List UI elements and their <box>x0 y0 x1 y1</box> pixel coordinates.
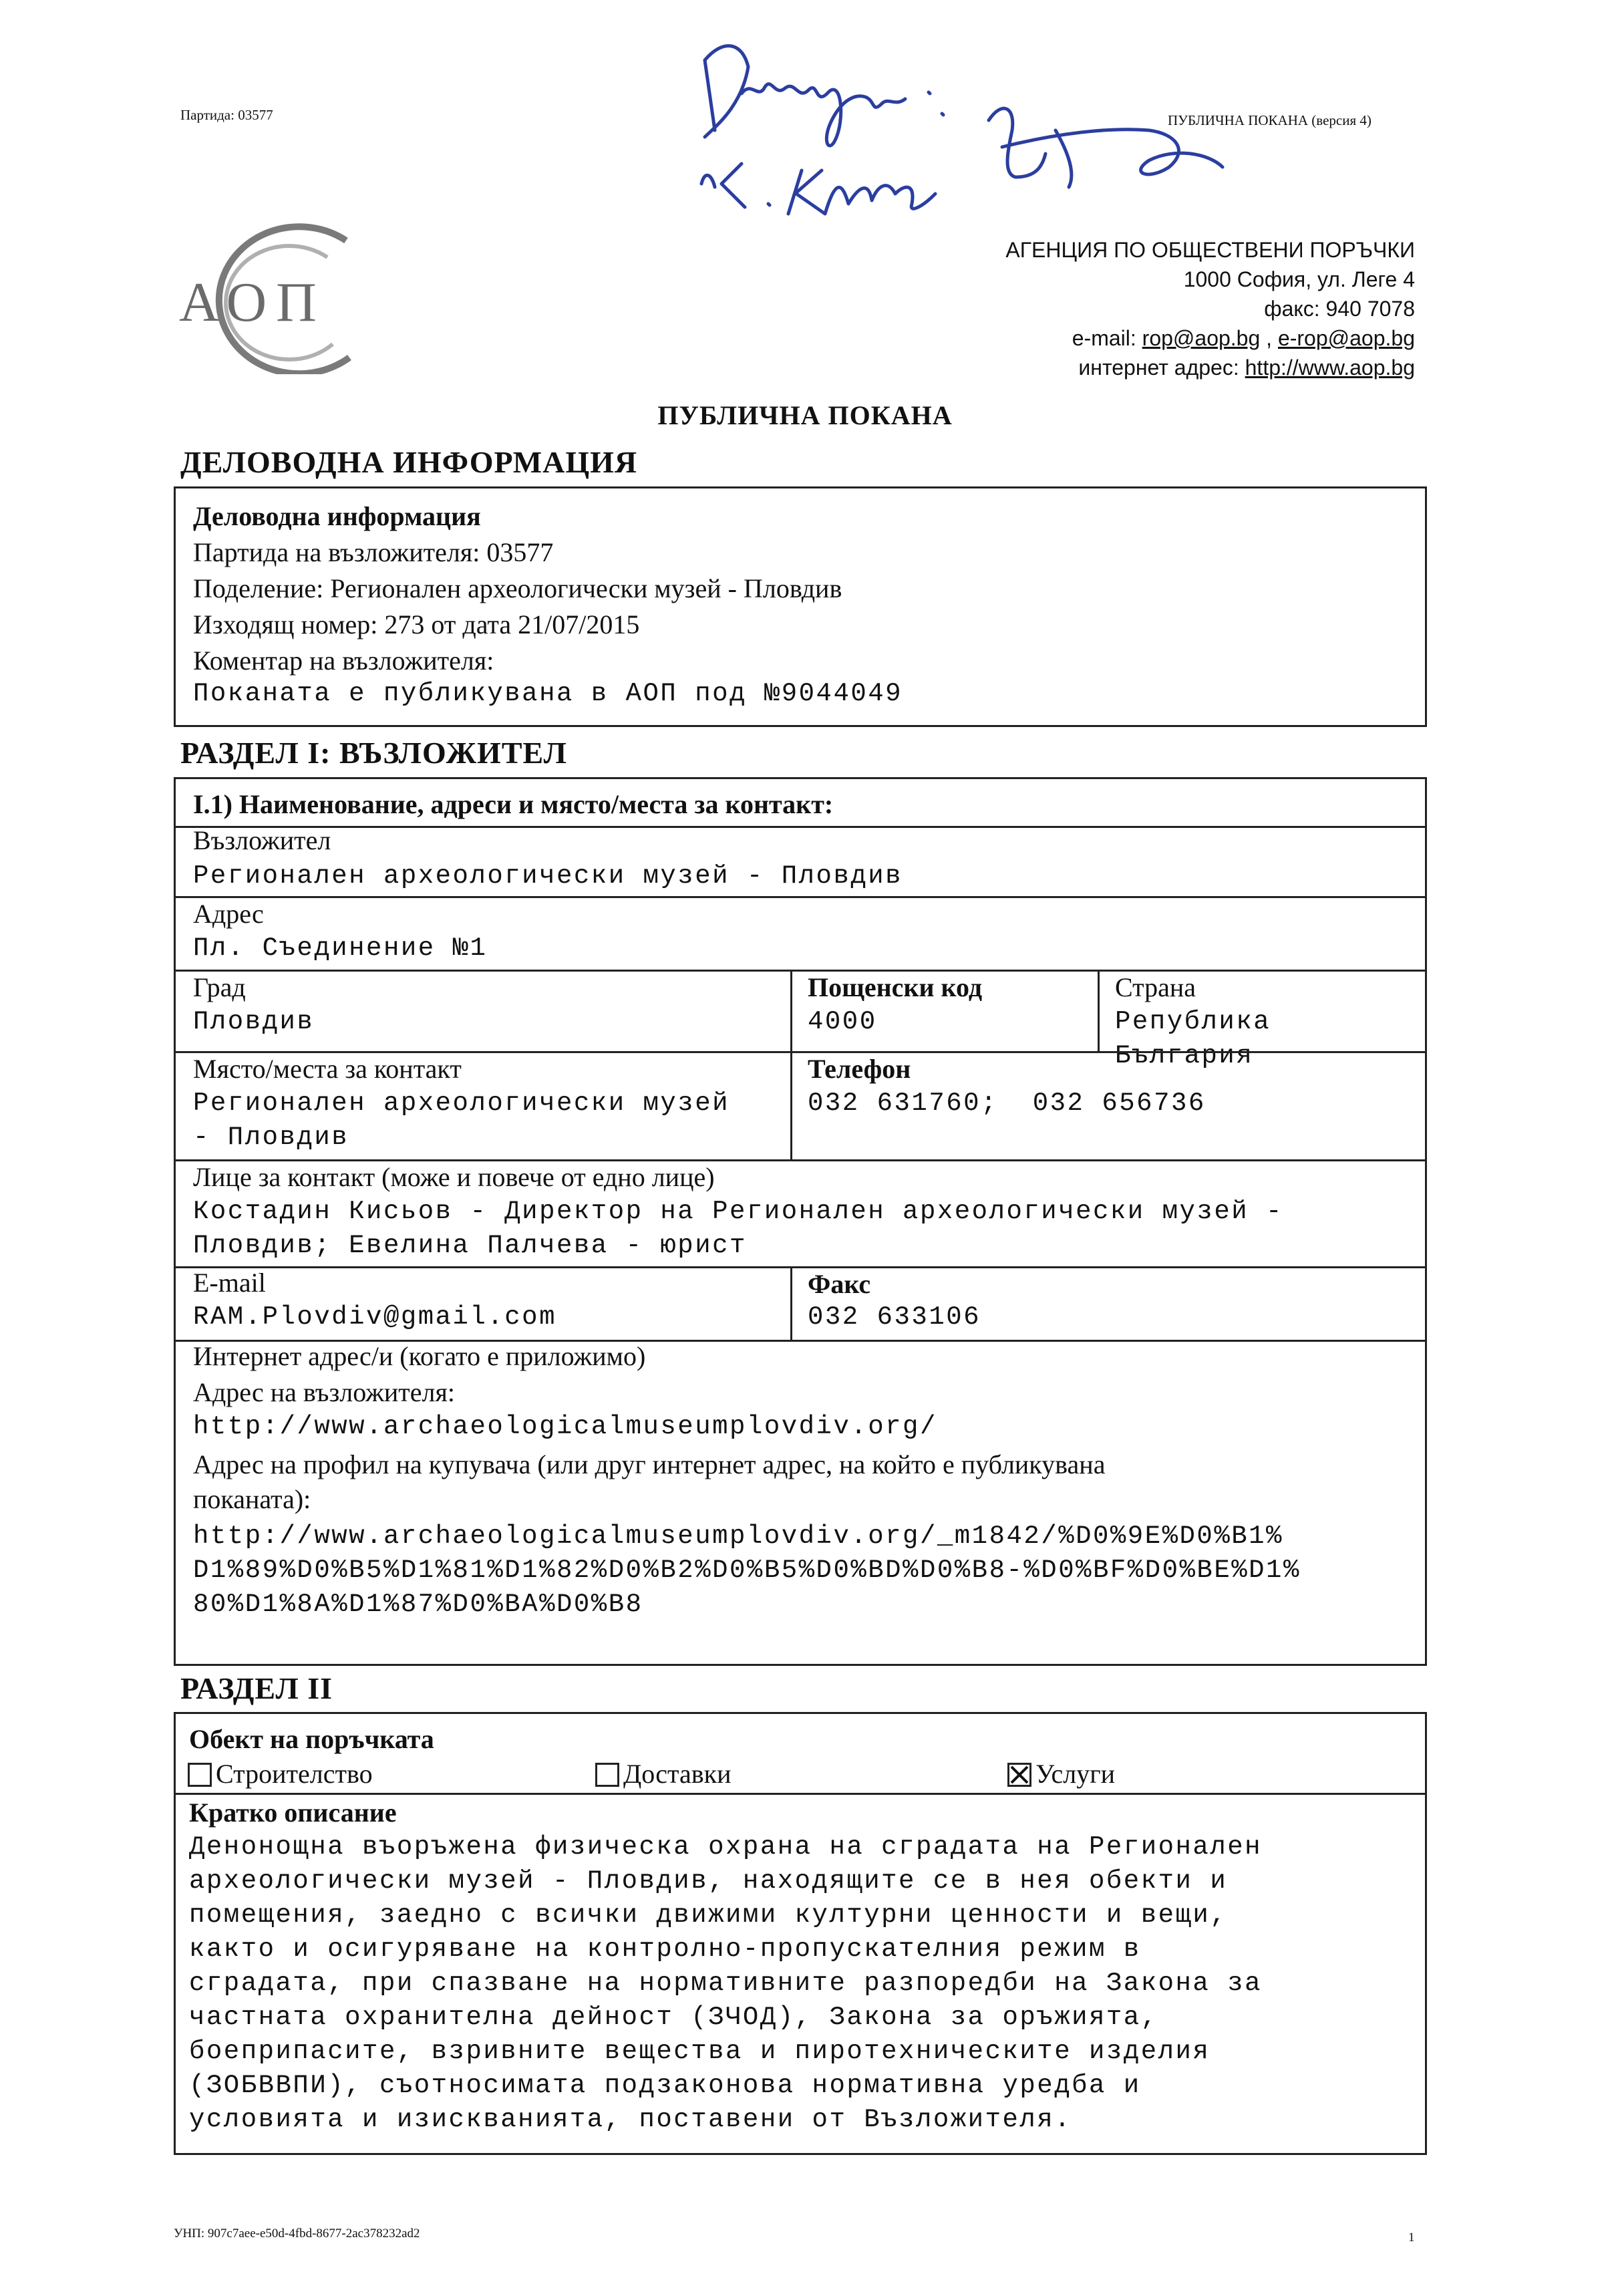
section-1-1-heading: I.1) Наименование, адреси и място/места за контакт: <box>193 789 834 819</box>
agency-info <box>1005 235 1415 382</box>
contact-place-label: Място/места за контакт <box>193 1054 462 1084</box>
city-label: Град <box>193 972 246 1002</box>
contact-person-value: Костадин Кисьов - Директор на Регионален археологически музей - Пловдив; Евелина Палчева - юрист <box>193 1197 1283 1260</box>
outgoing-number: Изходящ номер: 273 от дата 21/07/2015 <box>193 609 640 639</box>
division-line <box>193 571 842 606</box>
section-1-heading: РАЗДЕЛ I: ВЪЗЛОЖИТЕЛ <box>180 736 567 770</box>
contract-object-box <box>174 1712 1427 2155</box>
authority-batch: Партида на възложителя: 03577 <box>193 537 554 567</box>
agency-name: АГЕНЦИЯ ПО ОБЩЕСТВЕНИ ПОРЪЧКИ <box>1005 238 1415 262</box>
email-label: E-mail <box>193 1268 266 1298</box>
batch-label: Партида: 03577 <box>180 107 273 123</box>
agency-web-link[interactable]: http://www.aop.bg <box>1245 355 1415 380</box>
services-checkbox-checked[interactable] <box>1007 1763 1031 1787</box>
contact-place-value: Регионален археологически музей - Пловдив <box>193 1089 730 1152</box>
construction-checkbox[interactable] <box>188 1763 212 1787</box>
object-option-supplies[interactable] <box>595 1757 731 1791</box>
contracting-authority-box <box>174 777 1427 1666</box>
fax-value: 032 633106 <box>808 1302 981 1332</box>
checkmark-x-icon <box>1009 1765 1029 1785</box>
supplies-checkbox[interactable] <box>595 1763 619 1787</box>
phone-value: 032 631760; 032 656736 <box>808 1089 1206 1118</box>
contact-person-label: Лице за контакт (може и повече от едно лице) <box>193 1162 715 1192</box>
city-value: Пловдив <box>193 1007 315 1036</box>
agency-fax: факс: 940 7078 <box>1264 297 1415 321</box>
agency-email-separator: , <box>1266 326 1273 350</box>
authority-comment-value: Поканата е публикувана в АОП под №9044049 <box>193 679 903 708</box>
contract-object-label: Обект на поръчката <box>189 1724 434 1754</box>
unp-identifier: УНП: 907c7aee-e50d-4fbd-8677-2ac378232ad2 <box>174 2227 420 2241</box>
construction-label: Строителство <box>216 1759 373 1789</box>
logo-text: АОП <box>179 271 326 333</box>
buyer-profile-link[interactable]: http://www.archaeologicalmuseumplovdiv.org/_m1842/%D0%9E%D0%B1% D1%89%D0%B5%D1%81%D1%82%D0%B2%D0%B5%D0%BD%D0%B8-%D0%BF%D0%BE%D1% 80%D1%8A%D1%87%D0%BA%D0%B8 <box>193 1522 1301 1619</box>
agency-email-link-1[interactable]: rop@aop.bg <box>1142 326 1261 350</box>
agency-email-label: e-mail: <box>1072 326 1136 350</box>
country-label: Страна <box>1115 972 1196 1002</box>
records-box-title: Деловодна информация <box>193 501 481 531</box>
agency-email-line <box>1005 323 1415 353</box>
contracting-authority-value: Регионален археологически музей - Пловдив <box>193 861 903 891</box>
short-description-value: Денонощна въоръжена физическа охрана на сградата на Регионален археологически музей - Пловдив, находящите се в нея обекти и помещения, заедно с всички движими културни ценности и вещи, както и осигуряване на контролно-пропускателния режим в сградата, при спазване на нормативните разпоредби на Закона за частната охранителна дейност (ЗЧОД), Закона за оръжията, боеприпасите, взривните вещества и пиротехническите изделия (ЗОБВВПИ), съотносимата подзаконова нормативна уредба и условията и изискванията, поставени от Възложителя. <box>189 1832 1263 2134</box>
postcode-label: Пощенски код <box>808 972 983 1002</box>
agency-email-link-2[interactable]: e-rop@aop.bg <box>1277 326 1415 350</box>
object-option-services[interactable] <box>1007 1757 1115 1791</box>
section-2-heading: РАЗДЕЛ II <box>180 1671 333 1705</box>
handwritten-signature <box>641 13 1283 254</box>
email-value[interactable]: RAM.Plovdiv@gmail.com <box>193 1302 556 1332</box>
services-label: Услуги <box>1035 1759 1116 1789</box>
postcode-value: 4000 <box>808 1007 877 1036</box>
agency-web-label: интернет адрес: <box>1078 355 1239 380</box>
buyer-profile-label: Адрес на профил на купувача (или друг интернет адрес, на който е публикувана поканата): <box>193 1449 1106 1514</box>
contracting-authority-label: Възложител <box>193 825 331 855</box>
short-description-label: Кратко описание <box>189 1798 397 1828</box>
authority-address-link[interactable]: http://www.archaeologicalmuseumplovdiv.org/ <box>193 1412 937 1441</box>
aop-logo <box>172 221 393 374</box>
fax-label: Факс <box>808 1269 871 1299</box>
agency-web-line <box>1005 353 1415 382</box>
supplies-label: Доставки <box>623 1759 732 1789</box>
records-section-heading: ДЕЛОВОДНА ИНФОРМАЦИЯ <box>180 445 638 479</box>
object-option-construction[interactable] <box>188 1757 373 1791</box>
records-info-box <box>174 486 1427 727</box>
page-number: 1 <box>1408 2231 1415 2245</box>
agency-address: 1000 София, ул. Леге 4 <box>1183 267 1415 291</box>
phone-label: Телефон <box>808 1054 911 1084</box>
address-value: Пл. Съединение №1 <box>193 934 488 963</box>
address-label: Адрес <box>193 899 264 929</box>
division-label: Поделение: Регионален археологически музей - <box>193 573 744 603</box>
internet-address-label: Интернет адрес/и (когато е приложимо) <box>193 1341 646 1371</box>
form-version-title: ПУБЛИЧНА ПОКАНА (версия 4) <box>1168 112 1372 128</box>
document-title: ПУБЛИЧНА ПОКАНА <box>657 400 953 430</box>
authority-comment-label: Коментар на възложителя: <box>193 645 494 676</box>
country-value: Република България <box>1115 1007 1271 1070</box>
division-city: Пловдив <box>743 573 842 603</box>
authority-address-label: Адрес на възложителя: <box>193 1377 455 1407</box>
